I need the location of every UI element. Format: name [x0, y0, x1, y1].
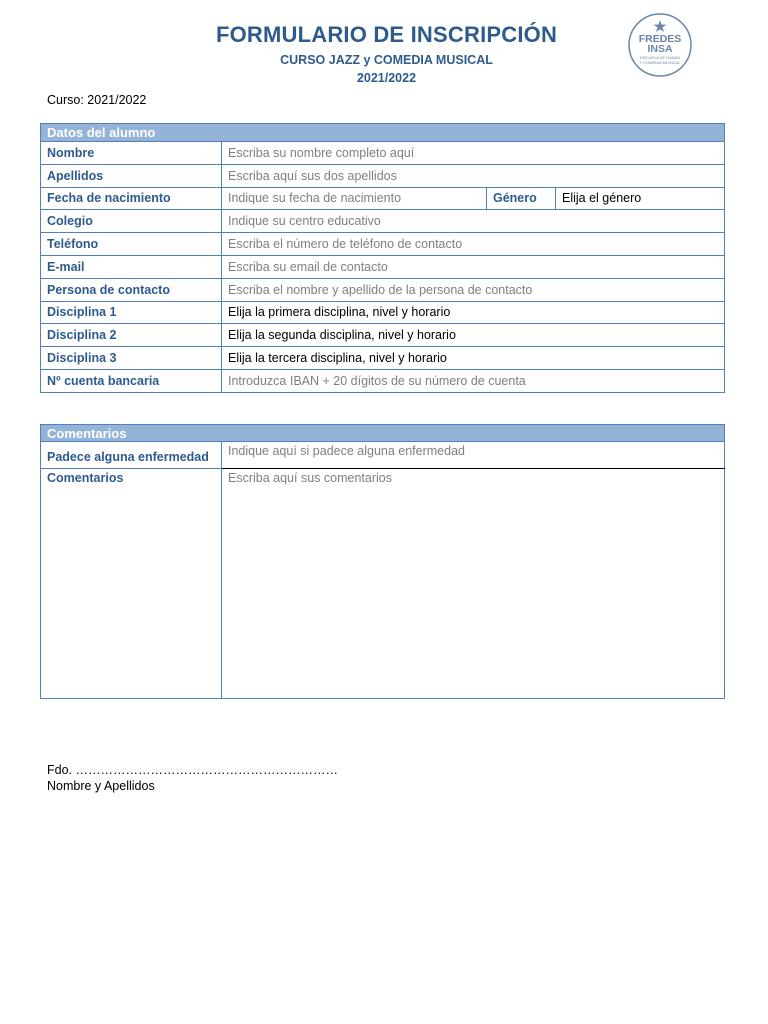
label-disciplina-1: Disciplina 1 [41, 301, 222, 324]
label-nombre: Nombre [41, 142, 222, 165]
enfermedad-field[interactable]: Indique aquí si padece alguna enfermedad [222, 442, 725, 469]
label-email: E-mail [41, 255, 222, 278]
email-field[interactable]: Escriba su email de contacto [222, 255, 725, 278]
row-fecha-nacimiento [41, 187, 725, 210]
row-disciplina-2 [41, 324, 725, 347]
disciplina-1-dropdown[interactable]: Elija la primera disciplina, nivel y horario [222, 301, 725, 324]
signature-name-label: Nombre y Apellidos [47, 779, 155, 793]
telefono-field[interactable]: Escriba el número de teléfono de contacto [222, 233, 725, 256]
row-disciplina-3 [41, 347, 725, 370]
colegio-field[interactable]: Indique su centro educativo [222, 210, 725, 233]
school-logo [625, 13, 695, 77]
row-persona-contacto [41, 278, 725, 301]
student-data-table [40, 123, 725, 393]
section-heading: Comentarios [41, 425, 725, 442]
comentarios-textarea[interactable]: Escriba aquí sus comentarios [222, 469, 725, 699]
label-apellidos: Apellidos [41, 164, 222, 187]
logo-text-2: INSA [647, 43, 673, 55]
curso-label: Curso: 2021/2022 [47, 93, 147, 107]
comments-header [41, 425, 725, 442]
student-data-header [41, 124, 725, 142]
disciplina-3-dropdown[interactable]: Elija la tercera disciplina, nivel y horario [222, 347, 725, 370]
section-heading: Datos del alumno [41, 124, 725, 142]
cuenta-bancaria-field[interactable]: Introduzca IBAN + 20 dígitos de su número de cuenta [222, 369, 725, 392]
row-nombre [41, 142, 725, 165]
nombre-field[interactable]: Escriba su nombre completo aquí [222, 142, 725, 165]
label-comentarios: Comentarios [41, 469, 222, 699]
row-cuenta-bancaria [41, 369, 725, 392]
fecha-nacimiento-field[interactable]: Indique su fecha de nacimiento [222, 187, 487, 210]
year-subtitle: 2021/2022 [356, 71, 417, 85]
logo-tagline-1: ESCUELA DE DANZA [640, 55, 680, 60]
row-email [41, 255, 725, 278]
row-colegio [41, 210, 725, 233]
persona-contacto-field[interactable]: Escriba el nombre y apellido de la persona de contacto [222, 278, 725, 301]
label-cuenta-bancaria: Nº cuenta bancaria [41, 369, 222, 392]
row-telefono [41, 233, 725, 256]
row-apellidos [41, 164, 725, 187]
label-disciplina-2: Disciplina 2 [41, 324, 222, 347]
row-comentarios [41, 469, 725, 699]
comments-table [40, 424, 725, 699]
signature-line: Fdo. ……………………………………………………… [47, 763, 338, 777]
disciplina-2-dropdown[interactable]: Elija la segunda disciplina, nivel y horario [222, 324, 725, 347]
logo-tagline-2: Y COMEDIA MUSICAL [639, 60, 681, 65]
label-telefono: Teléfono [41, 233, 222, 256]
label-fecha-nacimiento: Fecha de nacimiento [41, 187, 222, 210]
label-disciplina-3: Disciplina 3 [41, 347, 222, 370]
label-enfermedad: Padece alguna enfermedad [41, 442, 222, 469]
course-subtitle: CURSO JAZZ y COMEDIA MUSICAL [280, 53, 493, 67]
label-genero: Género [487, 187, 556, 210]
form-title: FORMULARIO DE INSCRIPCIÓN [215, 22, 558, 47]
row-disciplina-1 [41, 301, 725, 324]
logo-text-1: FREDES [638, 33, 682, 45]
label-persona-contacto: Persona de contacto [41, 278, 222, 301]
apellidos-field[interactable]: Escriba aquí sus dos apellidos [222, 164, 725, 187]
row-enfermedad [41, 442, 725, 469]
genero-dropdown[interactable]: Elija el género [556, 187, 725, 210]
label-colegio: Colegio [41, 210, 222, 233]
